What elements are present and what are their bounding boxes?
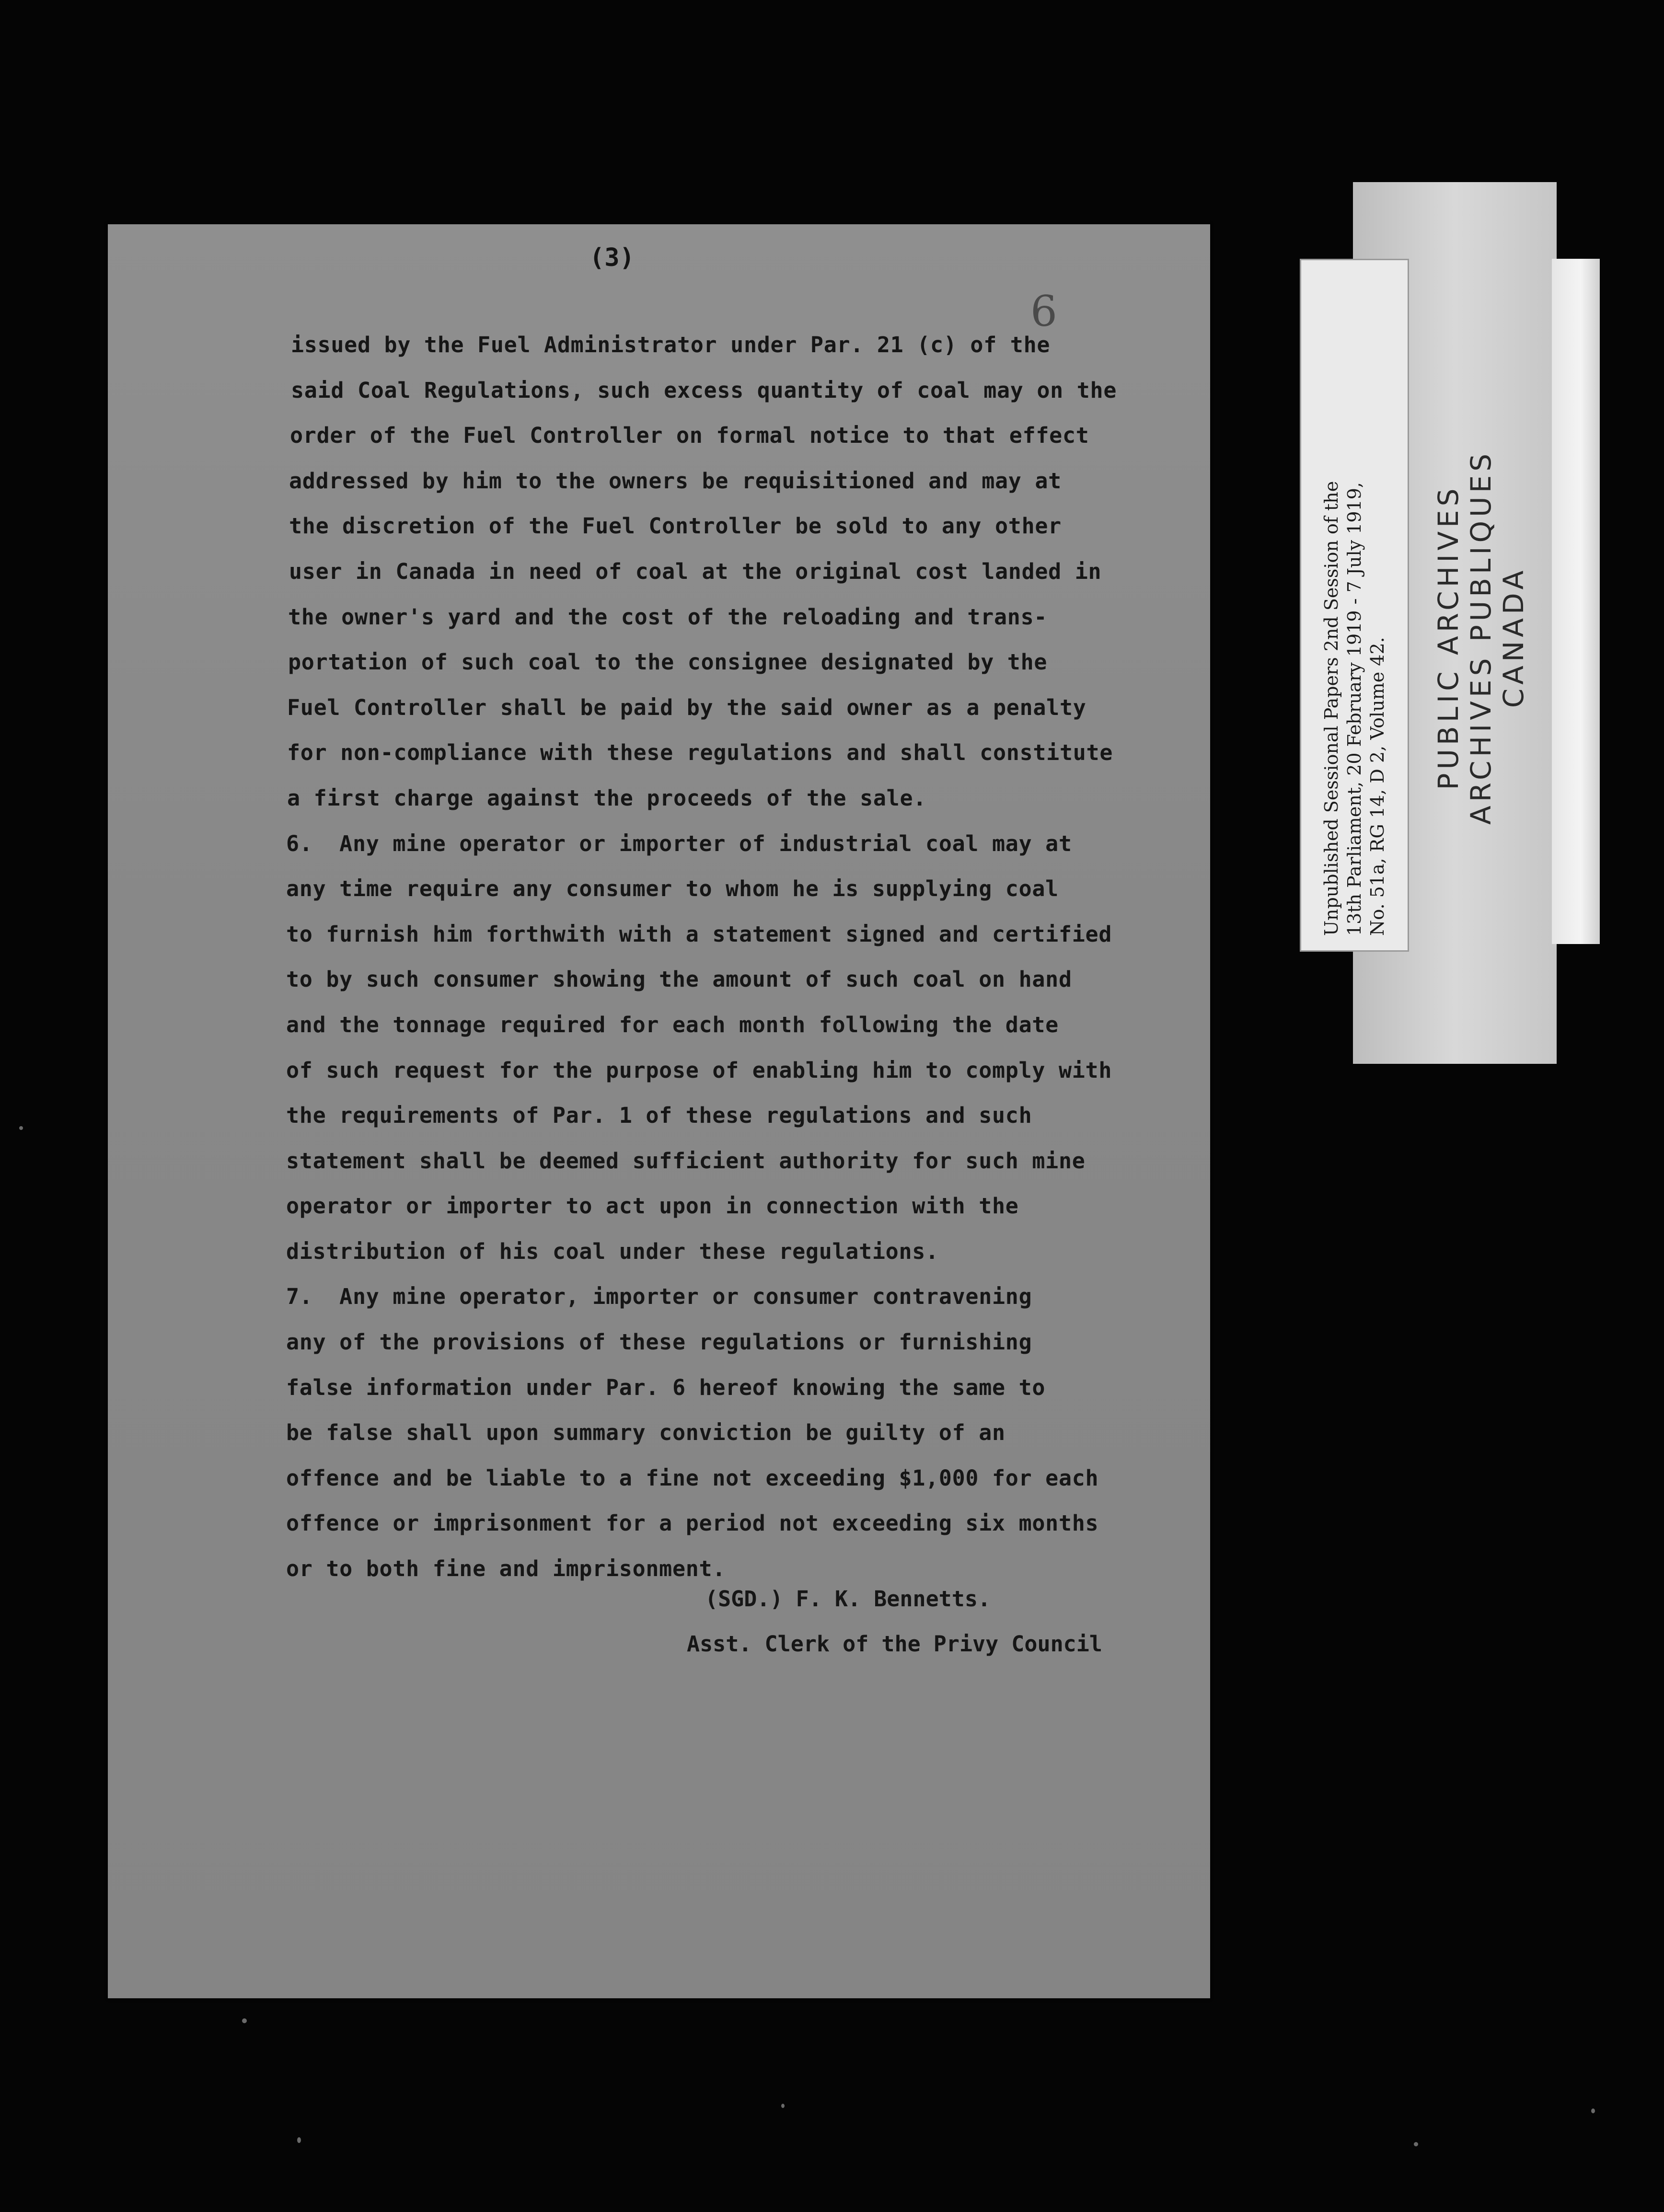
stamp-line: PUBLIC ARCHIVES [1432,484,1465,790]
text-line: statement shall be deemed sufficient authority for such mine [286,1148,1086,1174]
page-number: (3) [589,243,635,272]
text-line: offence or imprisonment for a period not exceeding six months [286,1510,1099,1536]
text-line: any time require any consumer to whom he is supplying coal [286,876,1059,902]
text-line: or to both fine and imprisonment. [286,1556,726,1582]
text-line: the discretion of the Fuel Controller be sold to any other [289,513,1062,539]
text-line: of such request for the purpose of enabling him to comply with [286,1057,1112,1083]
folio-number: 6 [1030,287,1057,336]
text-line: order of the Fuel Controller on formal notice to that effect [290,423,1089,449]
paragraph-6-start: 6. Any mine operator or importer of industrial coal may at [286,830,1072,856]
reference-line: No. 51a, RG 14, D 2, Volume 42. [1367,637,1388,936]
reference-line: 13th Parliament, 20 February 1919 - 7 July 1919, [1344,482,1365,936]
text-line: user in Canada in need of coal at the original cost landed in [289,558,1102,584]
stamp-line: ARCHIVES PUBLIQUES [1465,449,1497,825]
text-line: for non-compliance with these regulations and shall constitute [287,740,1113,766]
text-line: portation of such coal to the consignee designated by the [288,649,1048,675]
text-line: to by such consumer showing the amount of such coal on hand [286,967,1072,992]
stamp-line: CANADA [1497,566,1530,708]
signature-title: Asst. Clerk of the Privy Council [687,1631,1102,1657]
text-line: a first charge against the proceeds of the sale. [287,785,927,811]
text-line: distribution of his coal under these regulations. [286,1238,939,1264]
text-line: the requirements of Par. 1 of these regulations and such [286,1103,1032,1129]
text-line: false information under Par. 6 hereof knowing the same to [286,1374,1046,1400]
text-line: offence and be liable to a fine not exceeding $1,000 for each [286,1465,1099,1491]
body-text [286,323,1197,1592]
dust-speck [781,2104,785,2108]
text-line: Fuel Controller shall be paid by the said owner as a penalty [287,694,1086,720]
paragraph-7-start: 7. Any mine operator, importer or consumer contravening [286,1284,1032,1310]
dust-speck [242,2018,247,2023]
text-line: issued by the Fuel Administrator under Par. 21 (c) of the [291,332,1051,357]
typed-page [108,224,1210,1998]
signature-name: (SGD.) F. K. Bennetts. [705,1586,991,1612]
archive-reference-text [1320,275,1389,936]
archives-stamp-text [1432,326,1530,949]
archives-stamp [1411,326,1550,949]
archive-reference-label [1300,259,1409,952]
dust-speck [19,1126,23,1130]
text-line: operator or importer to act upon in connection with the [286,1193,1019,1219]
dust-speck [297,2137,301,2143]
text-line: any of the provisions of these regulations or furnishing [286,1329,1032,1355]
dust-speck [1591,2108,1595,2113]
text-line: addressed by him to the owners be requisitioned and may at [289,468,1062,494]
dust-speck [1414,2142,1418,2146]
text-line: and the tonnage required for each month following the date [286,1012,1059,1037]
text-line: the owner's yard and the cost of the reloading and trans- [288,604,1048,630]
archive-tag-edge [1552,259,1600,944]
text-line: said Coal Regulations, such excess quantity of coal may on the [291,377,1117,403]
text-line: be false shall upon summary conviction be guilty of an [286,1420,1005,1446]
reference-line: Unpublished Sessional Papers 2nd Session of the [1321,481,1342,936]
text-line: to furnish him forthwith with a statement signed and certified [286,921,1112,947]
